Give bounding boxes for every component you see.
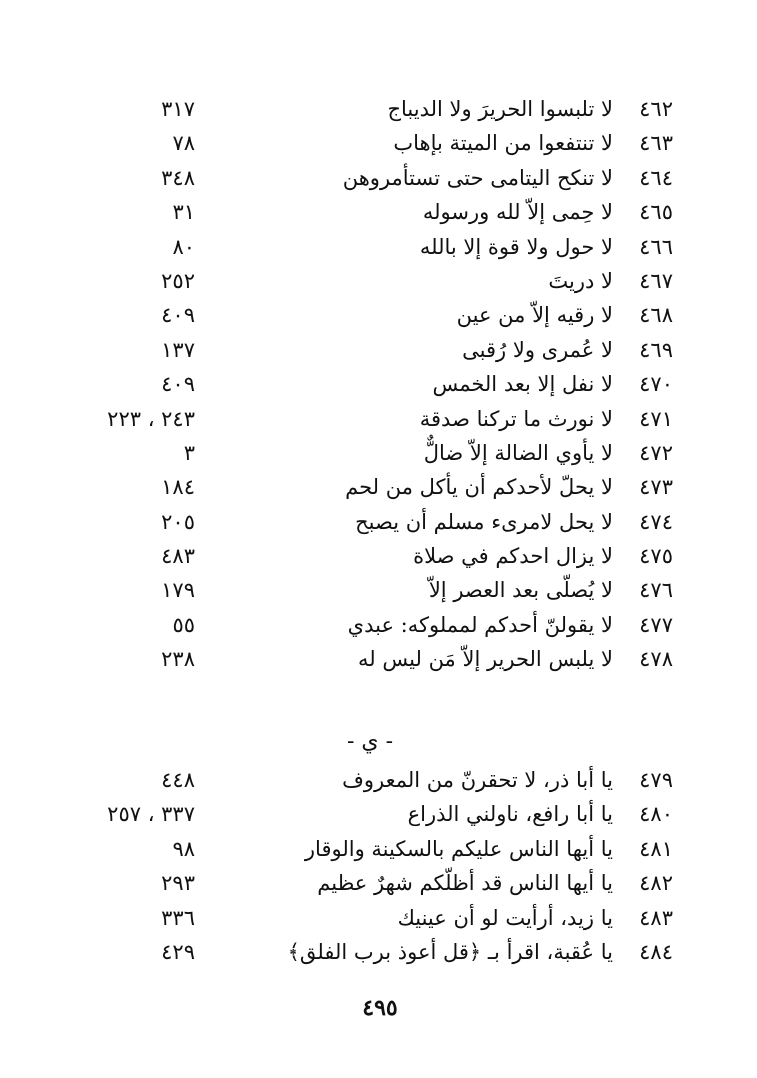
- entry-number: ٤٦٧: [639, 268, 673, 293]
- entry-number: ٤٧٨: [639, 647, 673, 672]
- entry-number: ٤٦٦: [639, 234, 673, 259]
- entry-hadith-text: يا أبا رافع، ناولني الذراع: [407, 802, 613, 827]
- entry-page-reference: ٣١٧: [161, 97, 195, 121]
- entry-hadith-text: لا تنكح اليتامى حتى تستأمروهن: [342, 165, 613, 190]
- entry-hadith-text: لا حِمى إلاّ لله ورسوله: [422, 200, 613, 225]
- entry-hadith-text: لا تنتفعوا من الميتة بإهاب: [393, 131, 613, 156]
- entry-page-reference: ٤٤٨: [161, 768, 195, 792]
- entry-page-reference: ٢٩٣: [161, 871, 195, 896]
- index-entry: [0, 834, 757, 868]
- entry-number: ٤٧٤: [639, 509, 673, 534]
- index-entry: [0, 300, 757, 334]
- entry-page-reference: ٣٣٧ ، ٢٥٧: [107, 802, 195, 827]
- index-entry: [0, 438, 757, 472]
- entry-number: ٤٨٣: [639, 905, 673, 930]
- index-entry: [0, 507, 757, 541]
- entry-page-reference: ٤٠٩: [161, 303, 195, 328]
- index-entry: [0, 128, 757, 162]
- entry-hadith-text: لا يُصلّى بعد العصر إلاّ: [428, 578, 613, 603]
- index-entry: [0, 335, 757, 369]
- entry-page-reference: ٣٣٦: [161, 905, 195, 930]
- entry-number: ٤٦٩: [639, 337, 673, 362]
- entries-group-la: [0, 94, 757, 679]
- index-entry: [0, 575, 757, 609]
- index-entry: [0, 472, 757, 506]
- entry-page-reference: ٤٠٩: [161, 372, 195, 397]
- entry-hadith-text: لا نفل إلا بعد الخمس: [432, 372, 613, 397]
- entry-number: ٤٧٢: [639, 440, 673, 465]
- entry-page-reference: ١٣٧: [161, 337, 195, 362]
- entry-number: ٤٨٠: [639, 802, 673, 827]
- entry-page-reference: ٣: [183, 440, 195, 465]
- entry-hadith-text: لا يحل لامرىء مسلم أن يصبح: [355, 509, 613, 534]
- entry-page-reference: ٧٨: [172, 131, 195, 156]
- entry-hadith-text: لا يحلّ لأحدكم أن يأكل من لحم: [345, 475, 613, 500]
- entry-number: ٤٦٤: [639, 165, 673, 190]
- entry-page-reference: ٤٨٣: [161, 544, 195, 569]
- entry-hadith-text: لا يقولنّ أحدكم لمملوكه: عبدي: [347, 612, 613, 637]
- entry-page-reference: ٣١: [172, 200, 195, 225]
- entry-page-reference: ٢٤٣ ، ٢٢٣: [107, 406, 195, 431]
- entry-number: ٤٦٢: [639, 97, 673, 121]
- index-entry: [0, 868, 757, 902]
- entry-number: ٤٧٥: [639, 544, 673, 569]
- entry-number: ٤٨٤: [639, 939, 673, 964]
- entry-hadith-text: لا يزال احدكم في صلاة: [413, 544, 613, 569]
- entry-number: ٤٧٧: [639, 612, 673, 637]
- entry-page-reference: ٢٣٨: [161, 647, 195, 672]
- entry-number: ٤٧٣: [639, 475, 673, 500]
- entry-page-reference: ١٧٩: [161, 578, 195, 603]
- entry-page-reference: ٩٨: [172, 836, 195, 861]
- index-entry: [0, 541, 757, 575]
- entries-group-ya: [0, 765, 757, 971]
- entry-hadith-text: لا عُمرى ولا رُقبى: [462, 337, 613, 362]
- entry-page-reference: ٤٢٩: [161, 939, 195, 964]
- entry-hadith-text: لا يلبس الحرير إلاّ مَن ليس له: [358, 647, 613, 672]
- entry-number: ٤٧٦: [639, 578, 673, 603]
- index-entry: [0, 610, 757, 644]
- entry-hadith-text: يا زيد، أرأيت لو أن عينيك: [397, 905, 613, 930]
- entry-page-reference: ١٨٤: [161, 475, 195, 500]
- entry-hadith-text: لا تلبسوا الحريرَ ولا الديباج: [387, 97, 613, 121]
- index-entry: [0, 163, 757, 197]
- index-entry: [0, 937, 757, 971]
- entry-hadith-text: لا يأوي الضالة إلاّ ضالٌّ: [423, 440, 613, 465]
- entry-number: ٤٨٢: [639, 871, 673, 896]
- entry-number: ٤٧٩: [639, 768, 673, 792]
- entry-number: ٤٧١: [639, 406, 673, 431]
- section-heading-ya: - ي -: [346, 729, 394, 754]
- index-entry: [0, 799, 757, 833]
- entry-page-reference: ٢٠٥: [161, 509, 195, 534]
- index-entry: [0, 903, 757, 937]
- entry-number: ٤٦٣: [639, 131, 673, 156]
- entry-hadith-text: لا دريتَ: [548, 268, 613, 293]
- page-number: ٤٩٥: [362, 995, 398, 1021]
- entry-number: ٤٦٨: [639, 303, 673, 328]
- index-entry: [0, 404, 757, 438]
- index-entry: [0, 232, 757, 266]
- entry-number: ٤٧٠: [639, 372, 673, 397]
- index-entry: [0, 369, 757, 403]
- entry-page-reference: ٣٤٨: [161, 165, 195, 190]
- index-entry: [0, 765, 757, 799]
- entry-hadith-text: يا أيها الناس عليكم بالسكينة والوقار: [304, 836, 613, 861]
- entry-page-reference: ٨٠: [172, 234, 195, 259]
- entry-hadith-text: يا أيها الناس قد أظلّكم شهرٌ عظيم: [317, 871, 613, 896]
- entry-hadith-text: لا حول ولا قوة إلا بالله: [419, 234, 613, 259]
- index-entry: [0, 266, 757, 300]
- entry-hadith-text: يا أبا ذر، لا تحقرنّ من المعروف: [342, 768, 613, 792]
- entry-hadith-text: لا رقيه إلاّ من عين: [456, 303, 613, 328]
- index-entry: [0, 644, 757, 678]
- entry-hadith-text: يا عُقبة، اقرأ بـ ﴿قل أعوذ برب الفلق﴾: [287, 939, 613, 964]
- entry-hadith-text: لا نورث ما تركنا صدقة: [419, 406, 613, 431]
- entry-page-reference: ٢٥٢: [161, 268, 195, 293]
- index-entry: [0, 94, 757, 128]
- index-entry: [0, 197, 757, 231]
- entry-number: ٤٦٥: [639, 200, 673, 225]
- entry-number: ٤٨١: [639, 836, 673, 861]
- entry-page-reference: ٥٥: [172, 612, 195, 637]
